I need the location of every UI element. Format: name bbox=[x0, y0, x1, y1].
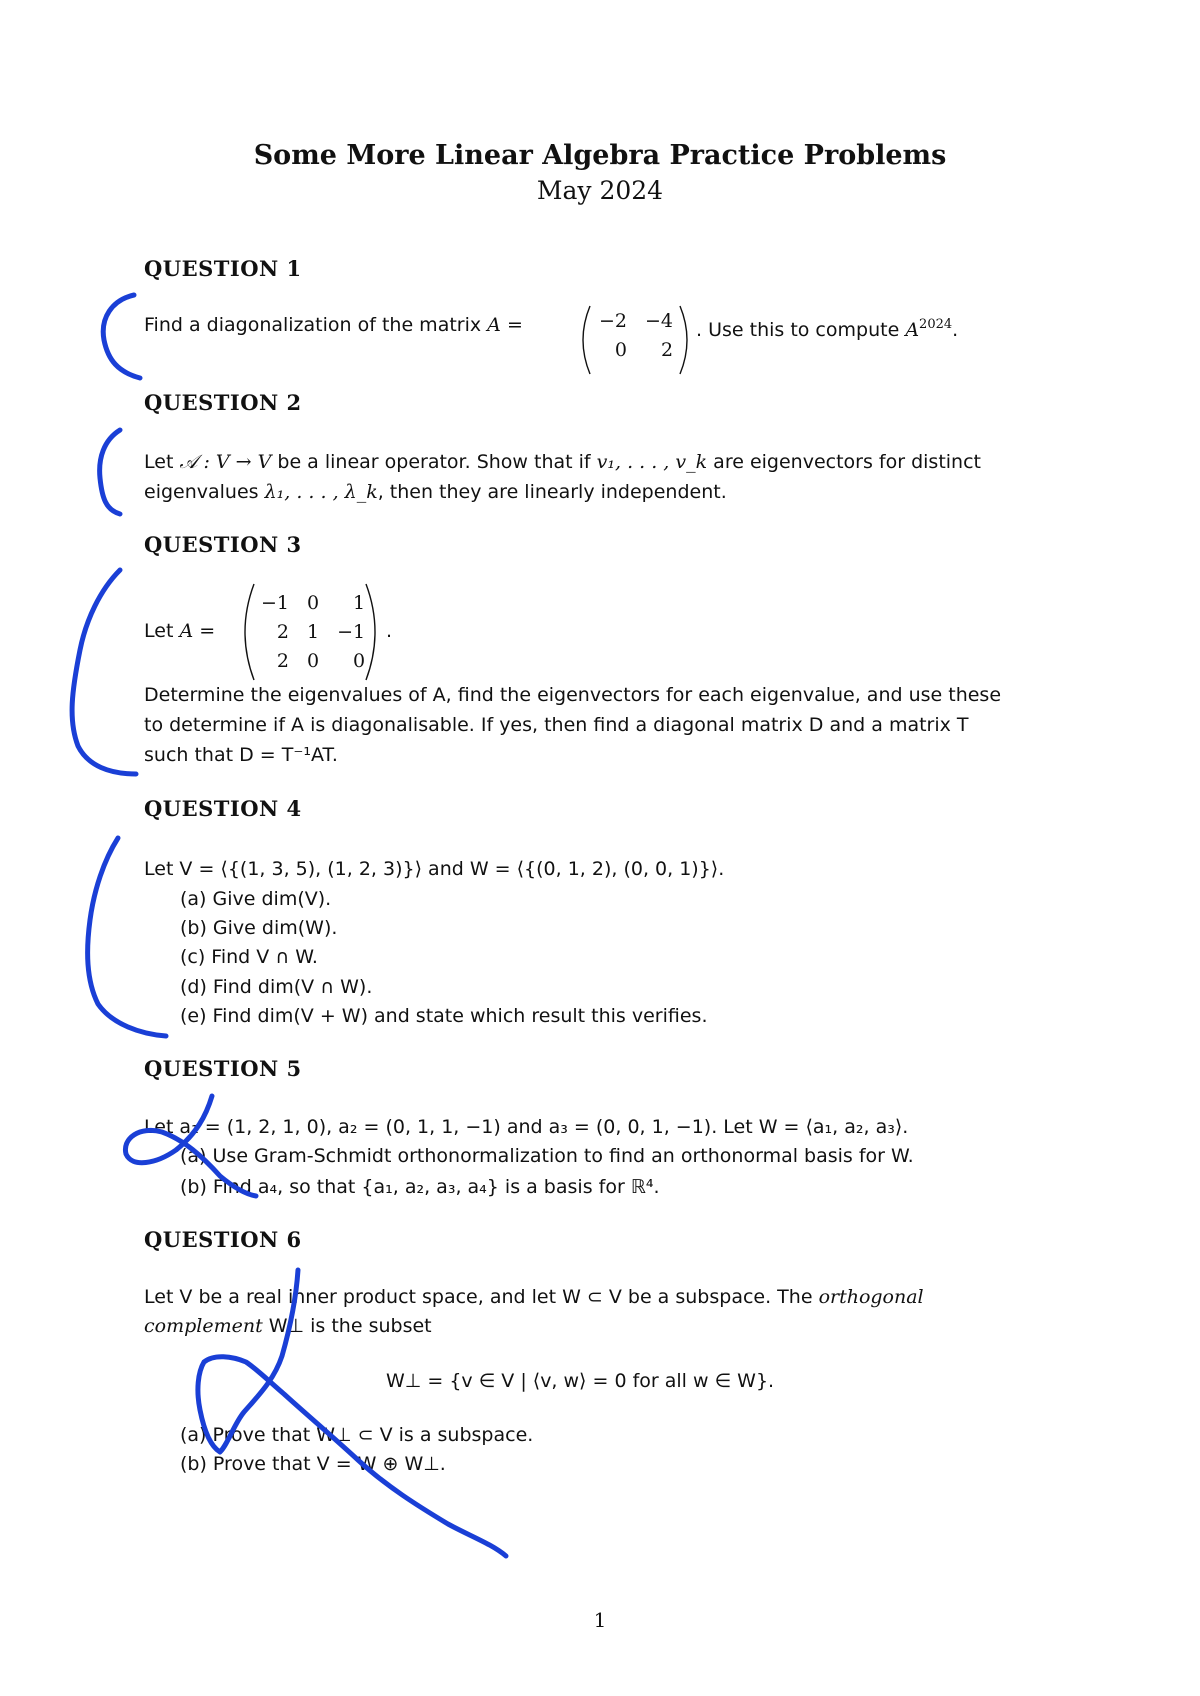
q2-operator: 𝒜 : V → V bbox=[179, 451, 272, 473]
q6-part-a: (a) Prove that W⊥ ⊂ V is a subspace. bbox=[180, 1424, 534, 1446]
q3-line1: Determine the eigenvalues of A, find the eigenvectors for each eigenvalue, and use these bbox=[144, 684, 1002, 706]
ink-bracket-q1 bbox=[103, 295, 140, 378]
q1-heading: QUESTION 1 bbox=[144, 256, 302, 281]
q3-matrix bbox=[246, 582, 368, 672]
q3-m-cell: 0 bbox=[307, 591, 320, 614]
q3-heading: QUESTION 3 bbox=[144, 532, 302, 557]
q2-eigen-label: eigenvalues bbox=[144, 481, 265, 503]
q2-line1-end: are eigenvectors for distinct bbox=[707, 451, 981, 473]
q1-power-exp: 2024 bbox=[919, 317, 953, 332]
q4-heading: QUESTION 4 bbox=[144, 796, 302, 821]
q2-line1-mid: be a linear operator. Show that if bbox=[271, 451, 597, 473]
q2-vectors: v₁, . . . , v_k bbox=[596, 451, 708, 473]
q2-eigenvalues: λ₁, . . . , λ_k bbox=[264, 481, 378, 503]
ink-bracket-q2 bbox=[100, 430, 120, 514]
q3-matrix-table bbox=[252, 588, 374, 675]
q3-equals: = bbox=[199, 620, 216, 642]
q5-part-b: (b) Find a₄, so that {a₁, a₂, a₃, a₄} is a basis for ℝ⁴. bbox=[180, 1176, 660, 1198]
q3-m-cell: 1 bbox=[307, 620, 320, 643]
q6-line1 bbox=[144, 1282, 924, 1312]
document-date: May 2024 bbox=[536, 176, 664, 205]
q1-m-cell: 2 bbox=[660, 338, 674, 361]
q6-part-b: (b) Prove that V = W ⊕ W⊥. bbox=[180, 1453, 446, 1475]
ink-bracket-q3 bbox=[72, 570, 136, 774]
q2-heading: QUESTION 2 bbox=[144, 390, 302, 415]
q3-m-cell: 0 bbox=[307, 649, 320, 672]
q1-text-tail bbox=[696, 310, 958, 345]
q4-part-d: (d) Find dim(V ∩ W). bbox=[180, 976, 373, 998]
q3-line3: such that D = T⁻¹AT. bbox=[144, 744, 338, 766]
q6-display-equation: W⊥ = {v ∈ V | ⟨v, w⟩ = 0 for all w ∈ W}. bbox=[386, 1370, 775, 1392]
q3-let bbox=[144, 616, 215, 646]
q3-let-word: Let bbox=[144, 620, 174, 642]
q6-line2 bbox=[144, 1311, 432, 1341]
page-number: 1 bbox=[593, 1608, 607, 1632]
q3-line2: to determine if A is diagonalisable. If yes, then find a diagonal matrix D and a matrix T bbox=[144, 714, 969, 736]
document-title: Some More Linear Algebra Practice Problems bbox=[253, 140, 947, 171]
q1-matrix-name: A bbox=[487, 314, 501, 336]
q1-power-base: A bbox=[905, 319, 920, 341]
q4-part-e: (e) Find dim(V + W) and state which result this verifies. bbox=[180, 1005, 708, 1027]
q1-period: . bbox=[952, 319, 959, 341]
q3-m-cell: −1 bbox=[337, 620, 366, 643]
q1-matrix-table bbox=[590, 306, 682, 364]
q3-m-cell: −1 bbox=[261, 591, 290, 614]
q2-let: Let bbox=[144, 451, 180, 473]
q1-text-after: . Use this to compute bbox=[696, 319, 900, 341]
q2-line2 bbox=[144, 477, 727, 507]
q1-m-cell: 0 bbox=[614, 338, 628, 361]
q4-part-a: (a) Give dim(V). bbox=[180, 888, 332, 910]
q6-line2-text: W⊥ is the subset bbox=[262, 1315, 432, 1337]
q1-text-before: Find a diagonalization of the matrix bbox=[144, 314, 482, 336]
q6-heading: QUESTION 6 bbox=[144, 1227, 302, 1252]
q1-m-cell: −2 bbox=[599, 309, 628, 332]
q3-m-cell: 1 bbox=[353, 591, 366, 614]
q1-matrix bbox=[584, 304, 676, 362]
q3-m-cell: 2 bbox=[276, 620, 290, 643]
q3-m-cell: 0 bbox=[353, 649, 366, 672]
q1-m-cell: −4 bbox=[645, 309, 674, 332]
q6-complement: complement bbox=[144, 1315, 263, 1337]
q6-line1-text: Let V be a real inner product space, and let W ⊂ V be a subspace. The bbox=[144, 1286, 819, 1308]
q2-line1 bbox=[144, 447, 981, 477]
q1-text bbox=[144, 310, 523, 340]
q2-line2-end: , then they are linearly independent. bbox=[377, 481, 727, 503]
q5-part-a: (a) Use Gram-Schmidt orthonormalization to find an orthonormal basis for W. bbox=[180, 1145, 914, 1167]
q4-part-b: (b) Give dim(W). bbox=[180, 917, 338, 939]
q3-m-cell: 2 bbox=[276, 649, 290, 672]
q4-part-c: (c) Find V ∩ W. bbox=[180, 946, 318, 968]
q3-matrix-name: A bbox=[179, 620, 194, 642]
q1-equals: = bbox=[506, 314, 523, 336]
q6-orthogonal: orthogonal bbox=[818, 1286, 924, 1308]
q5-heading: QUESTION 5 bbox=[144, 1056, 302, 1081]
q5-intro: Let a₁ = (1, 2, 1, 0), a₂ = (0, 1, 1, −1) and a₃ = (0, 0, 1, −1). Let W = ⟨a₁, a₂, a₃⟩. bbox=[144, 1116, 909, 1138]
q4-intro: Let V = ⟨{(1, 3, 5), (1, 2, 3)}⟩ and W = ⟨{(0, 1, 2), (0, 0, 1)}⟩. bbox=[144, 858, 725, 880]
q3-matrix-period: . bbox=[386, 620, 393, 642]
